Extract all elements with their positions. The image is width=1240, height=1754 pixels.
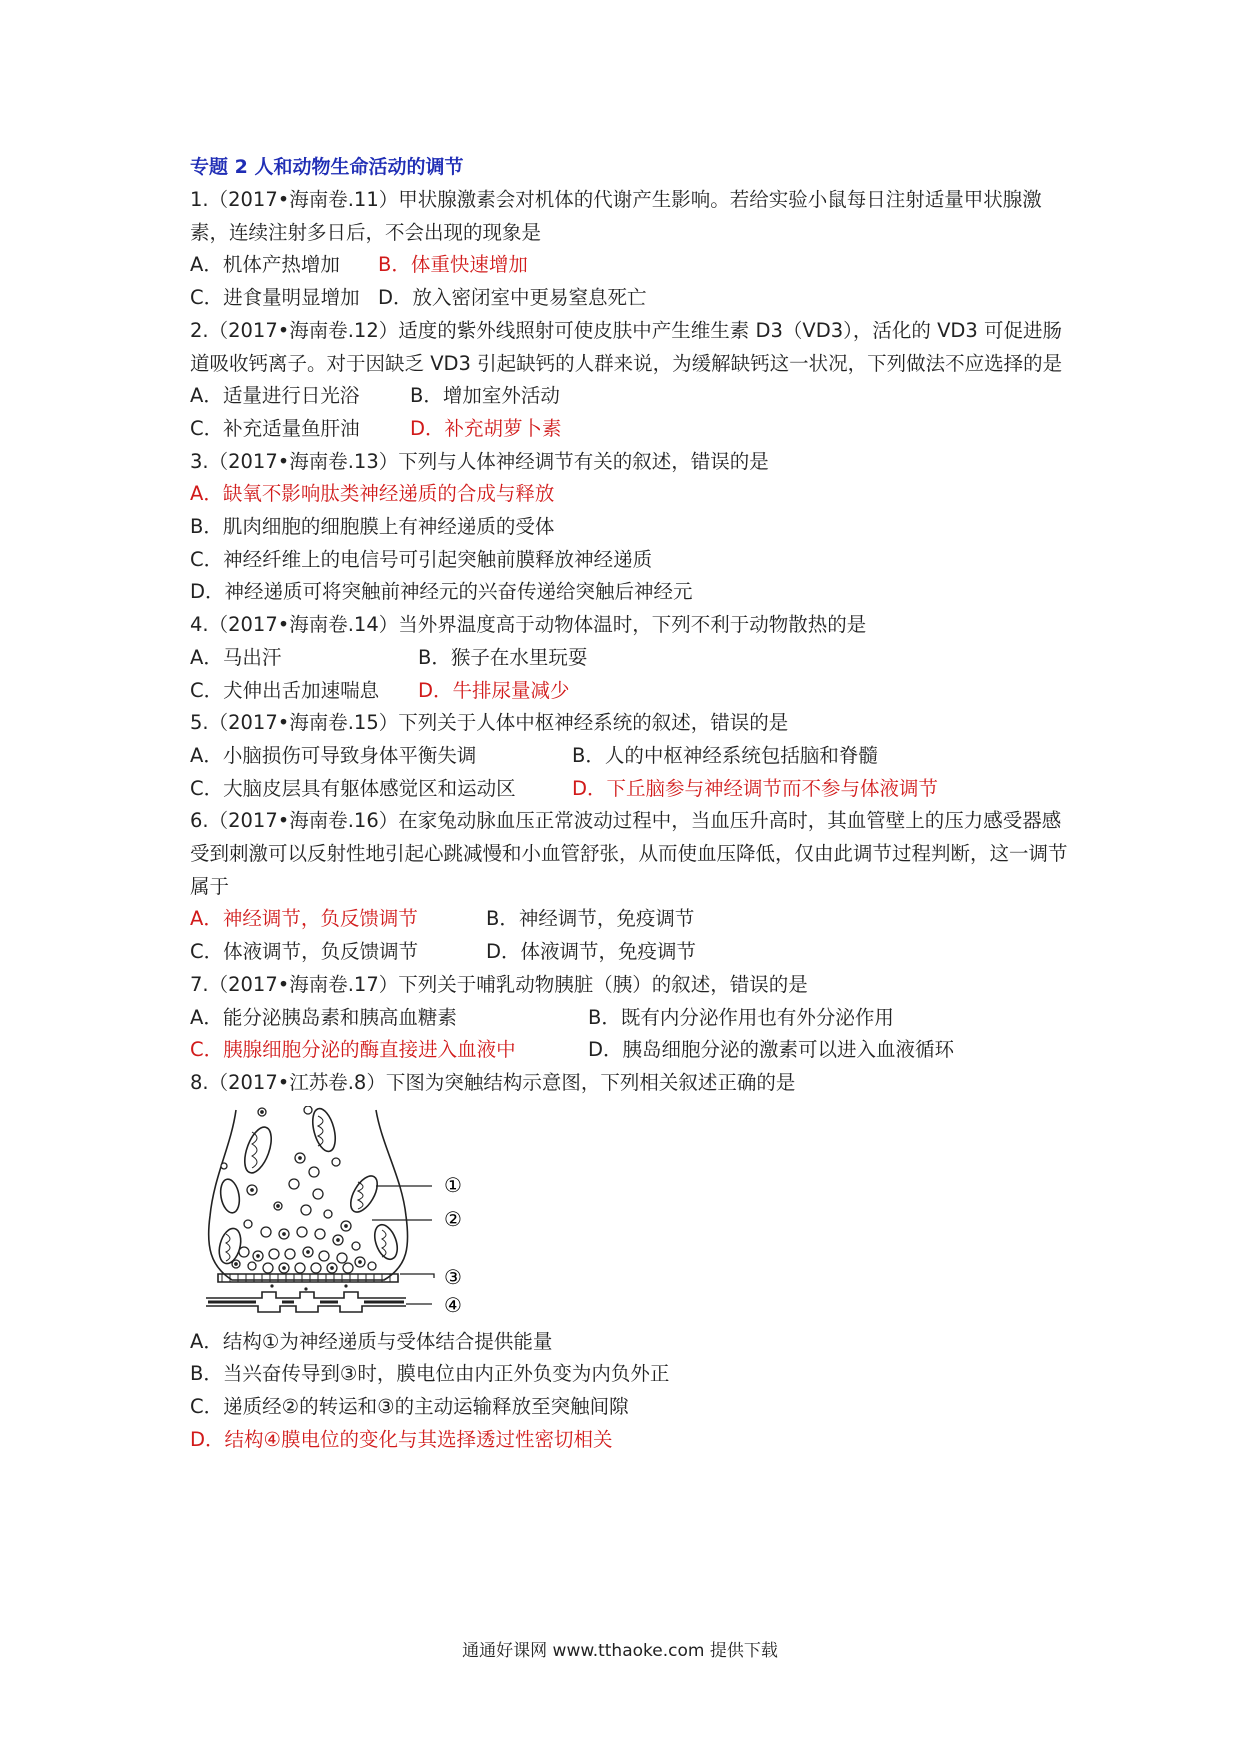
- vesicle-core: [283, 1266, 285, 1268]
- question-7-stem: 7.（2017•海南卷.17）下列关于哺乳动物胰脏（胰）的叙述，错误的是: [190, 972, 808, 996]
- synaptic-vesicle: [297, 1227, 307, 1237]
- question-4-options-row-2: [190, 675, 1070, 708]
- question-3-option-d: D．神经递质可将突触前神经元的兴奋传递给突触后神经元: [190, 580, 693, 604]
- question-4-option-b: B．猴子在水里玩耍: [418, 645, 588, 669]
- synaptic-vesicle: [315, 1229, 325, 1239]
- question-2-option-a: A．适量进行日光浴: [190, 384, 360, 408]
- synaptic-vesicle: [368, 1262, 376, 1270]
- question-4-stem: 4.（2017•海南卷.14）当外界温度高于动物体温时，下列不利于动物散热的是: [190, 613, 867, 637]
- section-title: 专题 2 人和动物生命活动的调节: [190, 156, 464, 178]
- question-8-option-c: C．递质经②的转运和③的主动运输释放至突触间隙: [190, 1395, 629, 1419]
- question-2-options-row-2: [190, 413, 1070, 446]
- question-1-option-b-answer: B．体重快速增加: [378, 253, 528, 277]
- synaptic-vesicle: [244, 1220, 252, 1228]
- synaptic-vesicle: [337, 1253, 347, 1263]
- vesicle-core: [345, 1224, 347, 1226]
- synaptic-vesicle: [248, 1262, 256, 1270]
- question-7-option-a: A．能分泌胰岛素和胰高血糖素: [190, 1005, 457, 1029]
- question-4-option-a: A．马出汗: [190, 645, 282, 669]
- synaptic-vesicle: [343, 1263, 353, 1273]
- synaptic-vesicle: [332, 1158, 340, 1166]
- question-2-option-c: C．补充适量鱼肝油: [190, 416, 360, 440]
- question-1-option-a: A．机体产热增加: [190, 253, 340, 277]
- question-5-options-row-2: [190, 773, 1070, 806]
- synaptic-vesicle: [285, 1249, 295, 1259]
- synaptic-vesicle: [263, 1263, 273, 1273]
- question-5-option-b: B．人的中枢神经系统包括脑和脊髓: [572, 743, 878, 767]
- question-7-options-row-2: [190, 1034, 1070, 1067]
- vesicle-core: [235, 1262, 237, 1264]
- synaptic-vesicle: [239, 1247, 249, 1257]
- document-page: [190, 150, 1070, 1457]
- question-8-option-b: B．当兴奋传导到③时，膜电位由内正外负变为内负外正: [190, 1362, 670, 1386]
- vesicle-core: [299, 1156, 301, 1158]
- question-6-option-d: D．体液调节，免疫调节: [486, 940, 697, 964]
- footer-text: 通通好课网 www.tthaoke.com 提供下载: [462, 1641, 778, 1661]
- question-4-option-c: C．犬伸出舌加速喘息: [190, 678, 380, 702]
- vesicle-core: [257, 1254, 259, 1256]
- question-8-stem: 8.（2017•江苏卷.8）下图为突触结构示意图，下列相关叙述正确的是: [190, 1070, 796, 1094]
- synaptic-vesicle: [261, 1227, 271, 1237]
- synaptic-vesicle: [301, 1205, 311, 1215]
- synaptic-vesicle: [304, 1106, 312, 1114]
- question-6-option-c: C．体液调节，负反馈调节: [190, 940, 419, 964]
- question-6-options-row-1: [190, 903, 1070, 936]
- question-2-options-row-1: [190, 380, 1070, 413]
- question-5-options-row-1: [190, 740, 1070, 773]
- vesicle-core: [277, 1204, 279, 1206]
- question-6-option-b: B．神经调节，免疫调节: [486, 907, 695, 931]
- label-3: ③: [444, 1264, 462, 1289]
- synaptic-vesicle: [352, 1242, 360, 1250]
- synaptic-vesicle: [311, 1263, 321, 1273]
- question-3-option-c: C．神经纤维上的电信号可引起突触前膜释放神经递质: [190, 547, 653, 571]
- question-1-option-d: D．放入密闭室中更易窒息死亡: [378, 286, 647, 310]
- vesicle-core: [251, 1188, 253, 1190]
- question-2-option-b: B．增加室外活动: [410, 384, 560, 408]
- synaptic-vesicle: [313, 1189, 323, 1199]
- synapse-diagram: [196, 1106, 1070, 1320]
- question-1-options-row-2: [190, 282, 1070, 315]
- synaptic-vesicle: [319, 1251, 329, 1261]
- vesicle-core: [331, 1266, 333, 1268]
- question-7-option-c-answer: C．胰腺细胞分泌的酶直接进入血液中: [190, 1038, 516, 1062]
- question-2-option-d-answer: D．补充胡萝卜素: [410, 416, 562, 440]
- question-3-option-a-answer: A．缺氧不影响肽类神经递质的合成与释放: [190, 482, 555, 506]
- question-4-options-row-1: [190, 642, 1070, 675]
- vesicle-core: [307, 1250, 309, 1252]
- vesicle-core: [337, 1238, 339, 1240]
- question-8-option-d-answer: D．结构④膜电位的变化与其选择透过性密切相关: [190, 1427, 613, 1451]
- question-5-option-d-answer: D．下丘脑参与神经调节而不参与体液调节: [572, 776, 939, 800]
- question-1-stem: 1.（2017•海南卷.11）甲状腺激素会对机体的代谢产生影响。若给实验小鼠每日注射适量甲状腺激素，连续注射多日后，不会出现的现象是: [190, 188, 1042, 244]
- synaptic-vesicle: [221, 1163, 227, 1169]
- question-1-options-row-1: [190, 249, 1070, 282]
- synaptic-vesicle: [269, 1249, 279, 1259]
- label-2: ②: [444, 1206, 462, 1231]
- question-7-option-d: D．胰岛细胞分泌的激素可以进入血液循环: [588, 1038, 955, 1062]
- vesicle-core: [283, 1232, 285, 1234]
- question-5-option-a: A．小脑损伤可导致身体平衡失调: [190, 743, 477, 767]
- question-7-options-row-1: [190, 1002, 1070, 1035]
- synaptic-vesicle: [289, 1179, 299, 1189]
- question-3-option-b: B．肌肉细胞的细胞膜上有神经递质的受体: [190, 515, 555, 539]
- vesicle-core: [359, 1260, 361, 1262]
- synaptic-vesicle: [324, 1210, 332, 1218]
- question-1-option-c: C．进食量明显增加: [190, 286, 360, 310]
- question-6-options-row-2: [190, 936, 1070, 969]
- question-5-stem: 5.（2017•海南卷.15）下列关于人体中枢神经系统的叙述，错误的是: [190, 711, 789, 735]
- question-2-stem: 2.（2017•海南卷.12）适度的紫外线照射可使皮肤中产生维生素 D3（VD3），活化的 VD3 可促进肠道吸收钙离子。对于因缺乏 VD3 引起缺钙的人群来说，为缓解缺钙这一状况，下列做法不应选择的是: [190, 318, 1063, 375]
- question-4-option-d-answer: D．牛排尿量减少: [418, 678, 570, 702]
- question-8-option-a: A．结构①为神经递质与受体结合提供能量: [190, 1329, 553, 1353]
- question-3-stem: 3.（2017•海南卷.13）下列与人体神经调节有关的叙述，错误的是: [190, 449, 769, 473]
- question-6-option-a-answer: A．神经调节，负反馈调节: [190, 907, 418, 931]
- question-6-stem: 6.（2017•海南卷.16）在家兔动脉血压正常波动过程中，当血压升高时，其血管壁上的压力感受器感受到刺激可以反射性地引起心跳减慢和小血管舒张，从而使血压降低，仅由此调节过程判断，这一调节属于: [190, 809, 1068, 898]
- vesicle-core: [261, 1110, 263, 1112]
- question-5-option-c: C．大脑皮层具有躯体感觉区和运动区: [190, 776, 516, 800]
- synaptic-vesicle: [295, 1263, 305, 1273]
- label-4: ④: [444, 1292, 462, 1316]
- synaptic-vesicle: [309, 1167, 319, 1177]
- label-1: ①: [444, 1172, 462, 1197]
- question-7-option-b: B．既有内分泌作用也有外分泌作用: [588, 1005, 894, 1029]
- synapse-diagram-svg: [196, 1106, 496, 1316]
